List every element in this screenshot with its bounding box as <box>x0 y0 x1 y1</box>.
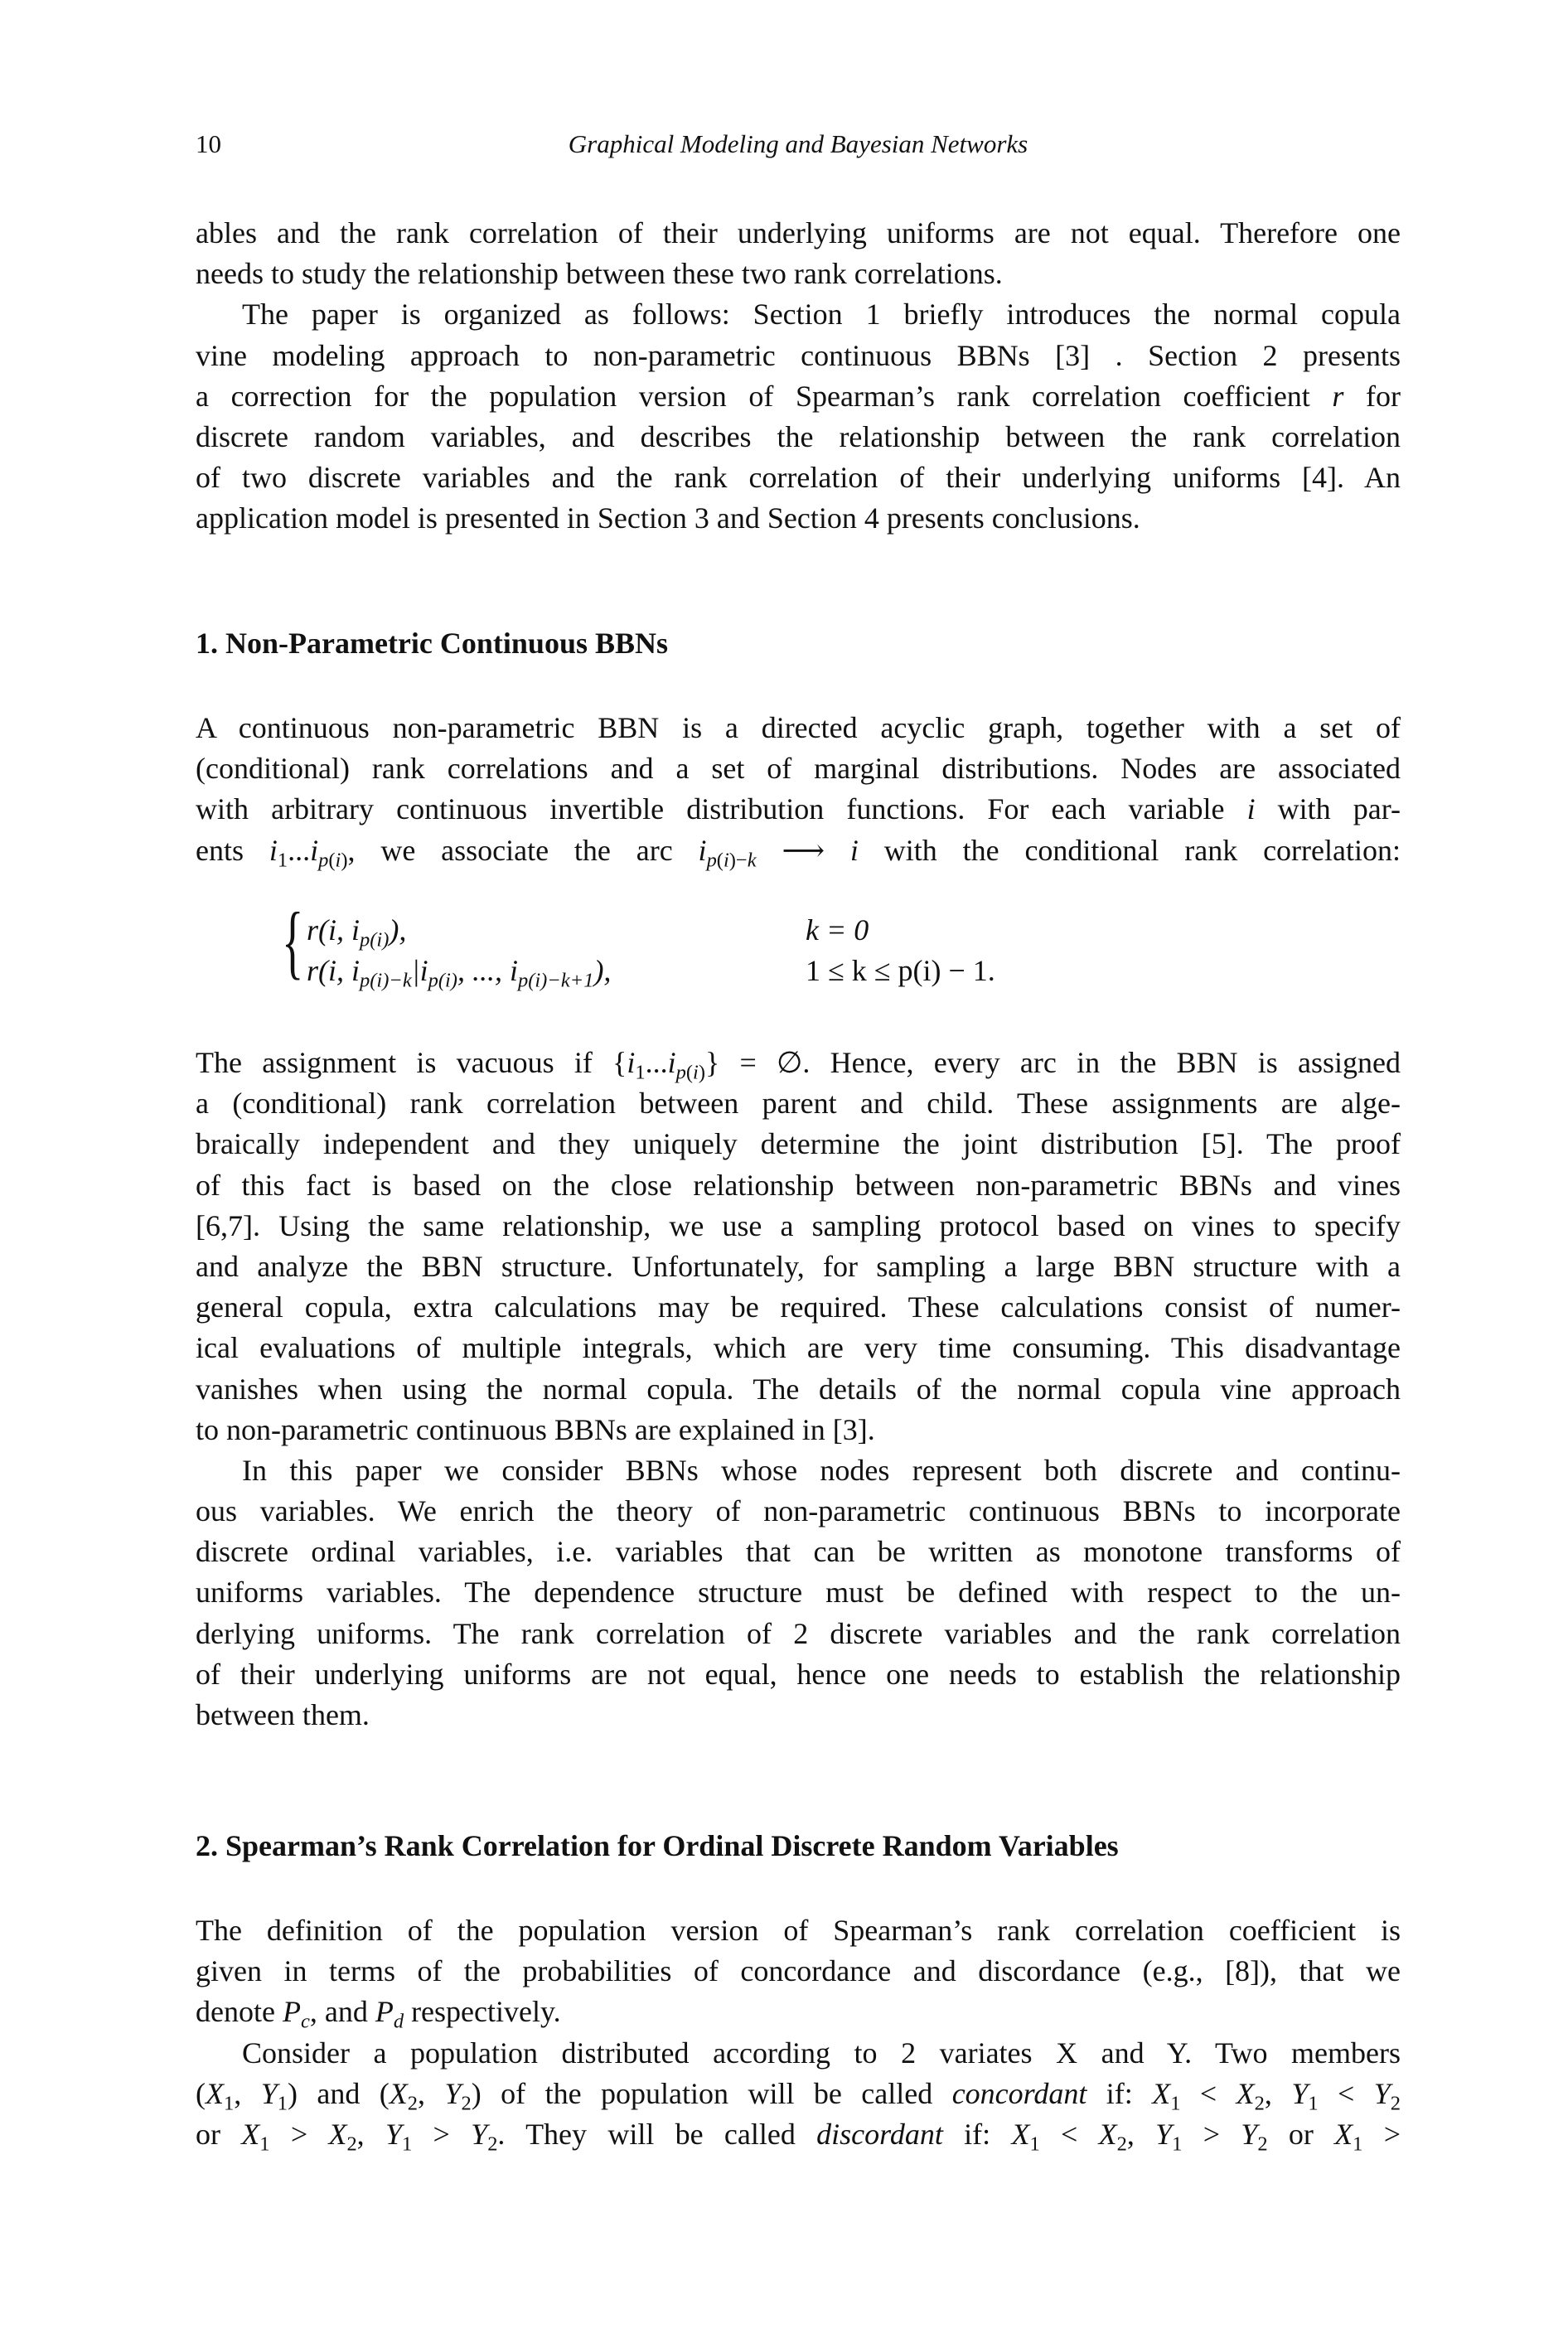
text-line: vine modeling approach to non-parametric continuous BBNs [3] . Section 2 presents <box>196 338 1401 372</box>
text-line: (conditional) rank correlations and a set of marginal distributions. Nodes are associated <box>196 752 1401 786</box>
text-line: a (conditional) rank correlation between parent and child. These assignments are alge- <box>196 1087 1401 1121</box>
text-line: ous variables. We enrich the theory of non-parametric continuous BBNs to incorporate <box>196 1494 1401 1528</box>
text-line: A continuous non-parametric BBN is a directed acyclic graph, together with a set of <box>196 711 1401 744</box>
section1-paragraph <box>196 708 1401 871</box>
text-line: discrete random variables, and describes the relationship between the rank correlation <box>196 419 1401 453</box>
text-line: denote $P_c$, and $P_d$ respectively. <box>196 1995 561 2033</box>
text-line: with arbitrary continuous invertible distribution functions. For each variable i with par- <box>196 792 1401 826</box>
text-line: given in terms of the probabilities of concordance and discordance (e.g., [8]), that we <box>196 1954 1401 1988</box>
text-line: The definition of the population version of Spearman’s rank correlation coefficient is <box>196 1914 1401 1947</box>
text-line: a correction for the population version of Spearman’s rank correlation coefficient r for <box>196 379 1401 413</box>
page-number: 10 <box>196 129 221 158</box>
text-line: ents $i_1...i_{p(i)}$, we associate the arc $i_{p(i)-k}$ ⟶ i with the conditional rank correlation: <box>196 833 1401 871</box>
left-brace: { <box>282 895 304 987</box>
text-line: ical evaluations of multiple integrals, which are very time consuming. This disadvantage <box>196 1331 1401 1365</box>
text-line: and analyze the BBN structure. Unfortunately, for sampling a large BBN structure with a <box>196 1249 1401 1283</box>
section-heading-1: 1. Non-Parametric Continuous BBNs <box>196 627 669 660</box>
text-line: general copula, extra calculations may be required. These calculations consist of numer- <box>196 1290 1401 1324</box>
text-line: The paper is organized as follows: Section 1 briefly introduces the normal copula <box>242 298 1401 332</box>
text-line: derlying uniforms. The rank correlation of 2 discrete variables and the rank correlation <box>196 1616 1401 1650</box>
text-line: uniforms variables. The dependence structure must be defined with respect to the un- <box>196 1576 1401 1610</box>
formula-case-2: r(i, $i_{p(i)-k}|i_{p(i)}$, ..., $i_{p(i)-k+1}$), <box>307 954 612 992</box>
text-line: discrete ordinal variables, i.e. variables that can be written as monotone transforms of <box>196 1535 1401 1569</box>
formula-case-2-condition: 1 ≤ k ≤ p(i) − 1. <box>806 954 995 987</box>
text-line: ables and the rank correlation of their underlying uniforms are not equal. Therefore one <box>196 216 1401 249</box>
text-line: of two discrete variables and the rank correlation of their underlying uniforms [4]. An <box>196 461 1401 495</box>
section-heading-2: 2. Spearman’s Rank Correlation for Ordinal Discrete Random Variables <box>196 1829 1119 1862</box>
section1-body <box>196 1043 1401 1736</box>
intro-paragraphs <box>196 213 1401 540</box>
text-line: [6,7]. Using the same relationship, we use a sampling protocol based on vines to specify <box>196 1208 1401 1242</box>
text-line: vanishes when using the normal copula. The details of the normal copula vine approach <box>196 1372 1401 1406</box>
text-line: ($X_1$, $Y_1$) and ($X_2$, $Y_2$) of the population will be called concordant if: $X_1 < X_2$, $Y_1 < Y_2$ <box>196 2076 1401 2115</box>
section2-body <box>196 1910 1401 2155</box>
formula-case-1-condition: k = 0 <box>806 913 869 946</box>
text-line: to non-parametric continuous BBNs are explained in [3]. <box>196 1412 875 1446</box>
text-line: In this paper we consider BBNs whose nodes represent both discrete and continu- <box>242 1453 1401 1487</box>
text-line: needs to study the relationship between these two rank correlations. <box>196 257 1003 291</box>
text-line: Consider a population distributed according to 2 variates X and Y. Two members <box>242 2036 1401 2070</box>
text-line: The assignment is vacuous if $\{i_1...i_{p(i)}\}$ = ∅. Hence, every arc in the BBN is assigned <box>196 1046 1401 1084</box>
text-line: or $X_1 > X_2$, $Y_1 > Y_2$. They will be called discordant if: $X_1 < X_2$, $Y_1 > Y_2$ or $X_1$ > <box>196 2117 1401 2156</box>
text-line: of their underlying uniforms are not equal, hence one needs to establish the relationship <box>196 1657 1401 1691</box>
text-line: between them. <box>196 1698 370 1731</box>
formula-case-1: r(i, $i_{p(i)}$), <box>307 913 407 951</box>
running-title: Graphical Modeling and Bayesian Networks <box>568 129 1028 158</box>
text-line: of this fact is based on the close relationship between non-parametric BBNs and vines <box>196 1168 1401 1202</box>
text-line: application model is presented in Section 3 and Section 4 presents conclusions. <box>196 501 1140 535</box>
text-line: braically independent and they uniquely determine the joint distribution [5]. The proof <box>196 1127 1401 1161</box>
